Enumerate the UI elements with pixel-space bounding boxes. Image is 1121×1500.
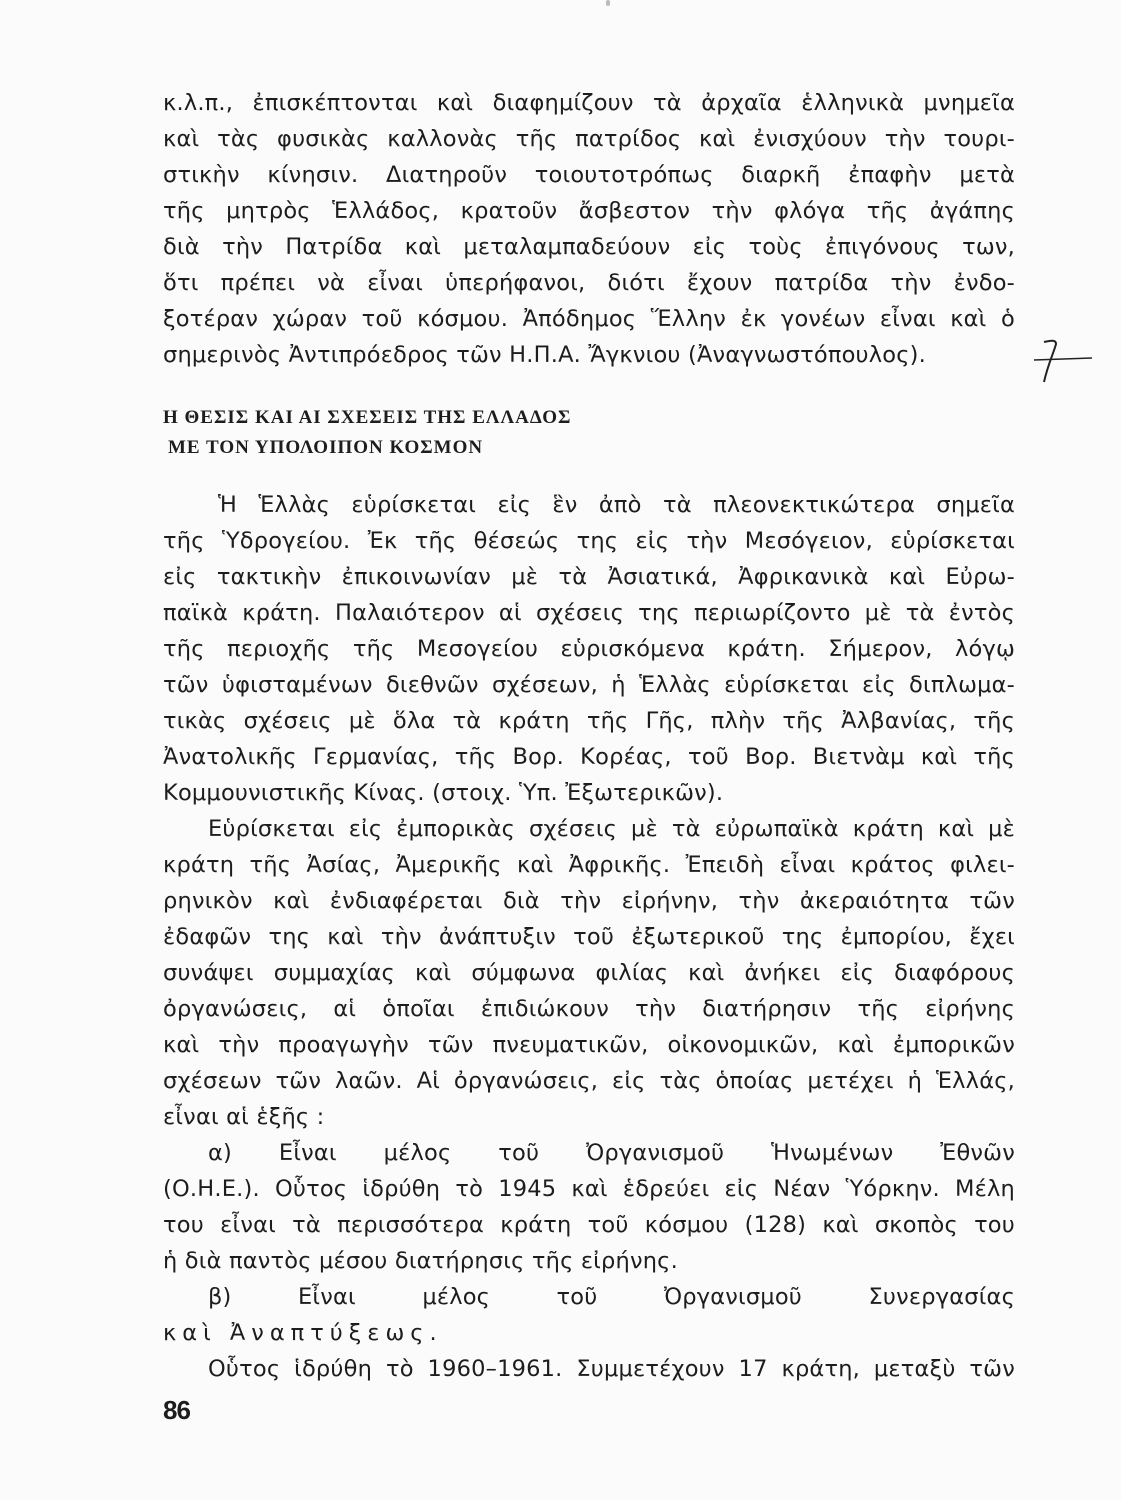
text-line: τῆς Ὑδρογείου. Ἐκ τῆς θέσεώς της εἰς τὴν Μεσόγειον, εὑρίσκεται <box>163 528 1015 554</box>
text-line: τικὰς σχέσεις μὲ ὅλα τὰ κράτη τῆς Γῆς, πλὴν τῆς Ἀλβανίας, τῆς <box>163 708 1015 734</box>
list-item-a: α) Εἶναι μέλος τοῦ Ὀργανισμοῦ Ἡνωμένων Ἐθνῶν <box>208 1140 1015 1166</box>
text-line: (Ο.Η.Ε.). Οὗτος ἱδρύθη τὸ 1945 καὶ ἑδρεύει εἰς Νέαν Ὑόρκην. Μέλη <box>163 1176 1015 1202</box>
text-line: ὀργανώσεις, αἱ ὁποῖαι ἐπιδιώκουν τὴν διατήρησιν τῆς εἰρήνης <box>163 996 1015 1022</box>
text-line: ἐδαφῶν της καὶ τὴν ἀνάπτυξιν τοῦ ἐξωτερικοῦ της ἐμπορίου, ἔχει <box>163 924 1015 950</box>
text-line: εἰς τακτικὴν ἐπικοινωνίαν μὲ τὰ Ἀσιατικά, Ἀφρικανικὰ καὶ Εὐρω- <box>163 564 1015 590</box>
section-heading-line1: Η ΘΕΣΙΣ ΚΑΙ ΑΙ ΣΧΕΣΕΙΣ ΤΗΣ ΕΛΛΑΔΟΣ <box>163 407 572 428</box>
text-line: σχέσεων τῶν λαῶν. Αἱ ὀργανώσεις, εἰς τὰς ὁποίας μετέχει ἡ Ἑλλάς, <box>163 1068 1015 1094</box>
text-line: ἡ διὰ παντὸς μέσου διατήρησις τῆς εἰρήνης. <box>163 1248 678 1274</box>
text-line: τῶν ὑφισταμένων διεθνῶν σχέσεων, ἡ Ἑλλὰς εὑρίσκεται εἰς διπλωμα- <box>163 672 1015 698</box>
text-line: Ἀνατολικῆς Γερμανίας, τῆς Βορ. Κορέας, τοῦ Βορ. Βιετνὰμ καὶ τῆς <box>163 744 1015 770</box>
text-line: τῆς μητρὸς Ἑλλάδος, κρατοῦν ἄσβεστον τὴν φλόγα τῆς ἀγάπης <box>163 198 1015 224</box>
text-line: καὶ τὰς φυσικὰς καλλονὰς τῆς πατρίδος καὶ ἐνισχύουν τὴν τουρι- <box>163 126 1015 152</box>
text-line: συνάψει συμμαχίας καὶ σύμφωνα φιλίας καὶ ἀνήκει εἰς διαφόρους <box>163 960 1015 986</box>
text-line: Κομμουνιστικῆς Κίνας. (στοιχ. Ὑπ. Ἐξωτερικῶν). <box>163 780 724 806</box>
text-line: καὶ τὴν προαγωγὴν τῶν πνευματικῶν, οἰκονομικῶν, καὶ ἐμπορικῶν <box>163 1032 1015 1058</box>
page-number: 86 <box>163 1395 190 1425</box>
text-line: στικὴν κίνησιν. Διατηροῦν τοιουτοτρόπως διαρκῆ ἐπαφὴν μετὰ <box>163 162 1015 188</box>
handwritten-margin-mark-icon <box>1030 330 1100 390</box>
text-line: διὰ τὴν Πατρίδα καὶ μεταλαμπαδεύουν εἰς τοὺς ἐπιγόνους των, <box>163 234 1015 260</box>
text-line: Ἡ Ἑλλὰς εὑρίσκεται εἰς ἓν ἀπὸ τὰ πλεονεκτικώτερα σημεῖα <box>218 492 1015 518</box>
list-item-b: β) Εἶναι μέλος τοῦ Ὀργανισμοῦ Συνεργασίας <box>208 1284 1015 1310</box>
text-line: ρηνικὸν καὶ ἐνδιαφέρεται διὰ τὴν εἰρήνην, τὴν ἀκεραιότητα τῶν <box>163 888 1015 914</box>
text-line: παϊκὰ κράτη. Παλαιότερον αἱ σχέσεις της περιωρίζοντο μὲ τὰ ἐντὸς <box>163 600 1015 626</box>
section-heading-line2: ΜΕ ΤΟΝ ΥΠΟΛΟΙΠΟΝ ΚΟΣΜΟΝ <box>168 437 484 458</box>
text-line: ξοτέραν χώραν τοῦ κόσμου. Ἀπόδημος Ἕλλην ἐκ γονέων εἶναι καὶ ὁ <box>163 306 1015 332</box>
text-line: κ.λ.π., ἐπισκέπτονται καὶ διαφημίζουν τὰ ἀρχαῖα ἑλληνικὰ μνημεῖα <box>163 90 1015 116</box>
text-line: καὶ Ἀναπτύξεως. <box>163 1320 443 1346</box>
text-line: του εἶναι τὰ περισσότερα κράτη τοῦ κόσμου (128) καὶ σκοπὸς του <box>163 1212 1015 1238</box>
text-line: τῆς περιοχῆς τῆς Μεσογείου εὑρισκόμενα κράτη. Σήμερον, λόγῳ <box>163 636 1015 662</box>
text-line: κράτη τῆς Ἀσίας, Ἀμερικῆς καὶ Ἀφρικῆς. Ἐπειδὴ εἶναι κράτος φιλει- <box>163 852 1015 878</box>
text-line: εἶναι αἱ ἑξῆς : <box>163 1104 325 1130</box>
text-line: ὅτι πρέπει νὰ εἶναι ὑπερήφανοι, διότι ἔχουν πατρίδα τὴν ἐνδο- <box>163 270 1015 296</box>
text-line: Εὑρίσκεται εἰς ἐμπορικὰς σχέσεις μὲ τὰ εὐρωπαϊκὰ κράτη καὶ μὲ <box>208 816 1015 842</box>
text-line: Οὗτος ἱδρύθη τὸ 1960–1961. Συμμετέχουν 17 κράτη, μεταξὺ τῶν <box>208 1356 1015 1382</box>
scan-speck <box>606 0 610 6</box>
text-line: σημερινὸς Ἀντιπρόεδρος τῶν Η.Π.Α. Ἄγκνιου (Ἀναγνωστόπουλος). <box>163 342 926 368</box>
